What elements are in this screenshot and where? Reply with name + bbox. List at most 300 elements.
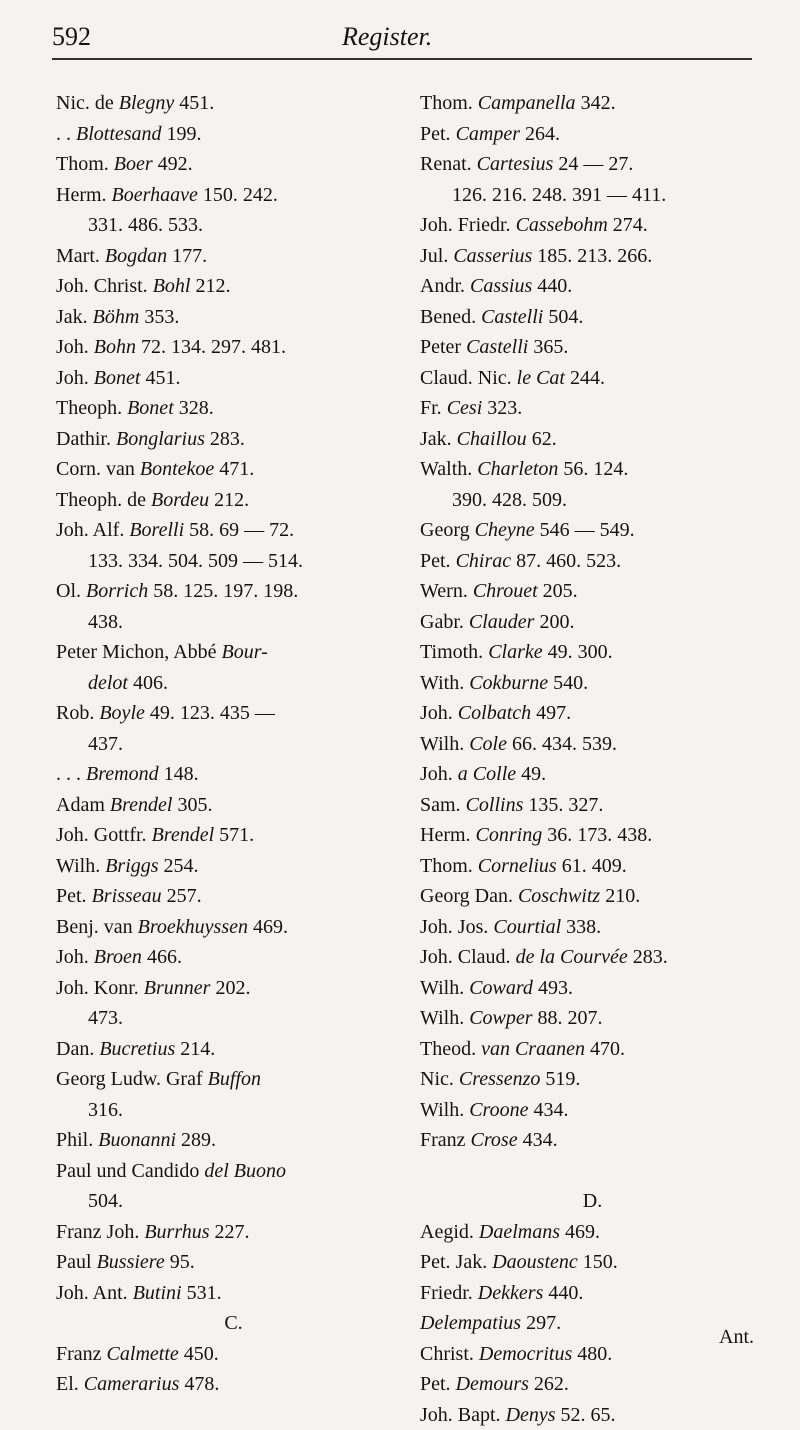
entry-pages: 323. — [482, 397, 522, 419]
entry-pages: 58. 125. 197. 198. — [148, 580, 298, 602]
entry-forename: Herm. — [420, 824, 476, 846]
entry-pages: 135. 327. — [523, 794, 603, 816]
entry-forename: 438. — [88, 611, 123, 633]
entry-pages: 540. — [548, 672, 588, 694]
entry-surname: Brisseau — [92, 885, 162, 907]
entry-forename: Joh. Christ. — [56, 275, 153, 297]
right-column — [420, 88, 765, 1430]
index-entry — [56, 1339, 411, 1370]
entry-surname: Courtial — [493, 916, 561, 938]
entry-pages: 177. — [167, 245, 207, 267]
entry-pages: 305. — [172, 794, 212, 816]
entry-pages: 478. — [179, 1373, 219, 1395]
entry-forename: Andr. — [420, 275, 470, 297]
entry-forename: Paul — [56, 1251, 97, 1273]
index-entry — [56, 1125, 411, 1156]
entry-pages: 531. — [182, 1282, 222, 1304]
index-entry — [56, 332, 411, 363]
entry-forename: Walth. — [420, 458, 477, 480]
index-entry — [56, 210, 411, 241]
entry-surname: Cesi — [447, 397, 483, 419]
entry-pages: 254. — [159, 855, 199, 877]
entry-pages: 492. — [153, 153, 193, 175]
entry-surname: Cheyne — [475, 519, 535, 541]
entry-pages: 434. — [528, 1099, 568, 1121]
page-header — [52, 20, 752, 60]
index-entry — [420, 1369, 765, 1400]
index-entry — [56, 393, 411, 424]
entry-surname: Demours — [456, 1373, 529, 1395]
entry-surname: Dekkers — [478, 1282, 544, 1304]
index-entry — [56, 759, 411, 790]
entry-forename: Adam — [56, 794, 110, 816]
index-entry — [56, 576, 411, 607]
entry-surname: Cokburne — [469, 672, 548, 694]
entry-forename: Pet. — [420, 550, 456, 572]
entry-surname: Borrich — [86, 580, 148, 602]
index-entry — [420, 637, 765, 668]
entry-forename: Theoph. de — [56, 489, 151, 511]
index-entry — [420, 424, 765, 455]
entry-forename: Thom. — [420, 855, 478, 877]
index-entry — [56, 1369, 411, 1400]
entry-forename: Fr. — [420, 397, 447, 419]
index-entry — [56, 1186, 411, 1217]
entry-forename: 133. 334. 504. 509 — 514. — [88, 550, 303, 572]
entry-surname: Borelli — [129, 519, 184, 541]
entry-forename: Joh. — [420, 702, 458, 724]
entry-forename: Pet. Jak. — [420, 1251, 492, 1273]
entry-forename: Claud. Nic. — [420, 367, 517, 389]
entry-forename: With. — [420, 672, 469, 694]
entry-surname: Clarke — [488, 641, 542, 663]
index-entry — [56, 607, 411, 638]
index-entry — [420, 1339, 765, 1370]
entry-surname: Buonanni — [98, 1129, 176, 1151]
index-entry — [420, 820, 765, 851]
entry-pages: 227. — [210, 1221, 250, 1243]
entry-surname: Bonglarius — [116, 428, 205, 450]
entry-pages: 49. 123. 435 — — [145, 702, 275, 724]
entry-pages: 434. — [518, 1129, 558, 1151]
entry-surname: Bordeu — [151, 489, 209, 511]
entry-pages: 185. 213. 266. — [532, 245, 652, 267]
entry-pages: 440. — [532, 275, 572, 297]
entry-surname: a Colle — [458, 763, 516, 785]
entry-pages: 202. — [210, 977, 250, 999]
entry-surname: Charleton — [477, 458, 558, 480]
entry-forename: Nic. — [420, 1068, 459, 1090]
entry-forename: Rob. — [56, 702, 99, 724]
entry-surname: Collins — [466, 794, 524, 816]
entry-surname: Bussiere — [97, 1251, 165, 1273]
entry-pages: 49. — [516, 763, 546, 785]
entry-forename: Joh. — [56, 336, 94, 358]
entry-pages: 451. — [174, 92, 214, 114]
entry-surname: Cowper — [469, 1007, 532, 1029]
entry-pages: 150. — [578, 1251, 618, 1273]
entry-forename: El. — [56, 1373, 84, 1395]
entry-forename: 331. 486. 533. — [88, 214, 203, 236]
entry-pages: 212. — [190, 275, 230, 297]
entry-pages: 519. — [540, 1068, 580, 1090]
entry-surname: Cartesius — [477, 153, 554, 175]
index-entry — [420, 973, 765, 1004]
entry-forename: Franz Joh. — [56, 1221, 144, 1243]
entry-pages: 52. 65. — [556, 1404, 616, 1426]
entry-forename: Joh. Gottfr. — [56, 824, 152, 846]
entry-pages: 56. 124. — [558, 458, 628, 480]
index-entry — [420, 912, 765, 943]
entry-surname: Buffon — [208, 1068, 261, 1090]
entry-forename: Dathir. — [56, 428, 116, 450]
entry-forename: Wilh. — [420, 1099, 469, 1121]
blank-line — [420, 1156, 765, 1187]
index-entry — [420, 180, 765, 211]
entry-pages: 289. — [176, 1129, 216, 1151]
index-entry — [56, 1156, 411, 1187]
index-entry — [420, 1308, 765, 1339]
entry-forename: Sam. — [420, 794, 466, 816]
entry-surname: Colbatch — [458, 702, 531, 724]
entry-pages: 66. 434. 539. — [507, 733, 617, 755]
entry-forename: 390. 428. 509. — [452, 489, 567, 511]
index-entry — [56, 729, 411, 760]
entry-pages: 497. — [531, 702, 571, 724]
index-entry — [420, 210, 765, 241]
entry-forename: Ol. — [56, 580, 86, 602]
entry-pages: 72. 134. 297. 481. — [136, 336, 286, 358]
entry-surname: Bour- — [222, 641, 268, 663]
entry-surname: Casserius — [453, 245, 532, 267]
index-entry — [420, 1247, 765, 1278]
index-entry — [420, 851, 765, 882]
index-entry — [56, 698, 411, 729]
entry-forename: Joh. Jos. — [420, 916, 493, 938]
entry-forename: Jak. — [420, 428, 457, 450]
entry-pages: 571. — [214, 824, 254, 846]
entry-forename: Jul. — [420, 245, 453, 267]
entry-forename: Georg Dan. — [420, 885, 518, 907]
entry-forename: Phil. — [56, 1129, 98, 1151]
entry-surname: Castelli — [481, 306, 543, 328]
index-entry — [420, 363, 765, 394]
entry-forename: Joh. Bapt. — [420, 1404, 506, 1426]
entry-surname: Bontekoe — [140, 458, 214, 480]
index-entry — [56, 180, 411, 211]
entry-surname: Daelmans — [479, 1221, 560, 1243]
entry-forename: Jak. — [56, 306, 93, 328]
entry-surname: Denys — [506, 1404, 556, 1426]
entry-surname: delot — [88, 672, 128, 694]
entry-surname: Cressenzo — [459, 1068, 540, 1090]
index-entry — [420, 790, 765, 821]
entry-surname: Coschwitz — [518, 885, 600, 907]
entry-forename: Herm. — [56, 184, 112, 206]
index-entry — [56, 302, 411, 333]
entry-surname: del Buono — [204, 1160, 286, 1182]
index-entry — [56, 912, 411, 943]
entry-forename: Pet. — [56, 885, 92, 907]
index-entry — [56, 1247, 411, 1278]
entry-surname: Cole — [469, 733, 507, 755]
entry-forename: Georg — [420, 519, 475, 541]
entry-pages: 338. — [561, 916, 601, 938]
index-entry — [420, 759, 765, 790]
entry-pages: 297. — [521, 1312, 561, 1334]
index-entry — [56, 424, 411, 455]
index-entry — [420, 515, 765, 546]
entry-pages: 205. — [538, 580, 578, 602]
entry-forename: Joh. — [56, 367, 94, 389]
entry-forename: Wilh. — [420, 733, 469, 755]
entry-surname: Broekhuyssen — [138, 916, 248, 938]
index-entry — [56, 241, 411, 272]
index-entry — [420, 485, 765, 516]
index-entry — [420, 1064, 765, 1095]
entry-surname: Camper — [456, 123, 520, 145]
entry-forename: Theod. — [420, 1038, 481, 1060]
index-entry — [56, 942, 411, 973]
entry-surname: Boerhaave — [112, 184, 198, 206]
entry-surname: Campanella — [478, 92, 576, 114]
index-entry — [420, 241, 765, 272]
entry-forename: 504. — [88, 1190, 123, 1212]
entry-surname: Democritus — [479, 1343, 572, 1365]
entry-forename: 437. — [88, 733, 123, 755]
entry-surname: Bogdan — [105, 245, 167, 267]
header-rule — [52, 58, 752, 60]
entry-forename: Wern. — [420, 580, 473, 602]
entry-forename: Bened. — [420, 306, 481, 328]
entry-pages: 49. 300. — [543, 641, 613, 663]
entry-forename: Mart. — [56, 245, 105, 267]
entry-forename: Benj. van — [56, 916, 138, 938]
index-entry — [56, 1278, 411, 1309]
entry-surname: Delempatius — [420, 1312, 521, 1334]
index-entry — [56, 881, 411, 912]
entry-surname: Böhm — [93, 306, 140, 328]
page-number: 592 — [52, 22, 91, 52]
index-entry — [420, 698, 765, 729]
index-entry — [420, 149, 765, 180]
index-entry — [56, 1003, 411, 1034]
entry-pages: 88. 207. — [533, 1007, 603, 1029]
index-entry — [420, 1125, 765, 1156]
entry-pages: 365. — [528, 336, 568, 358]
index-entry — [420, 668, 765, 699]
index-entry — [420, 1217, 765, 1248]
entry-surname: Bohl — [153, 275, 191, 297]
entry-pages: 493. — [533, 977, 573, 999]
entry-surname: de la Courvée — [516, 946, 628, 968]
entry-surname: Bonet — [127, 397, 174, 419]
entry-surname: Daoustenc — [492, 1251, 578, 1273]
entry-forename: . . . — [56, 763, 86, 785]
index-entry — [56, 88, 411, 119]
index-entry — [56, 546, 411, 577]
index-entry — [420, 88, 765, 119]
entry-pages: 95. — [165, 1251, 195, 1273]
entry-pages: 87. 460. 523. — [511, 550, 621, 572]
entry-surname: Cornelius — [478, 855, 557, 877]
entry-pages: 451. — [140, 367, 180, 389]
section-heading: D. — [420, 1186, 765, 1217]
entry-forename: Wilh. — [420, 977, 469, 999]
entry-forename: Franz — [420, 1129, 471, 1151]
index-entry — [56, 668, 411, 699]
section-heading: C. — [56, 1308, 411, 1339]
entry-pages: 470. — [585, 1038, 625, 1060]
entry-forename: Christ. — [420, 1343, 479, 1365]
index-entry — [56, 1217, 411, 1248]
index-entry — [420, 393, 765, 424]
entry-forename: Gabr. — [420, 611, 469, 633]
entry-forename: 316. — [88, 1099, 123, 1121]
entry-pages: 61. 409. — [557, 855, 627, 877]
index-entry — [420, 332, 765, 363]
index-entry — [420, 942, 765, 973]
index-entry — [56, 851, 411, 882]
entry-surname: Castelli — [466, 336, 528, 358]
index-entry — [420, 119, 765, 150]
index-entry — [56, 1034, 411, 1065]
entry-forename: Friedr. — [420, 1282, 478, 1304]
left-column — [56, 88, 411, 1400]
entry-forename: Joh. Alf. — [56, 519, 129, 541]
entry-pages: 200. — [534, 611, 574, 633]
entry-surname: Blottesand — [76, 123, 162, 145]
entry-pages: 328. — [174, 397, 214, 419]
entry-forename: Pet. — [420, 1373, 456, 1395]
index-entry — [420, 1003, 765, 1034]
entry-surname: Coward — [469, 977, 533, 999]
index-entry — [420, 1400, 765, 1430]
index-entry — [420, 607, 765, 638]
index-entry — [56, 820, 411, 851]
index-entry — [420, 881, 765, 912]
entry-forename: Joh. Ant. — [56, 1282, 133, 1304]
entry-surname: Boyle — [99, 702, 145, 724]
entry-forename: Joh. Claud. — [420, 946, 516, 968]
index-entry — [420, 454, 765, 485]
entry-pages: 342. — [576, 92, 616, 114]
entry-surname: Camerarius — [84, 1373, 180, 1395]
entry-pages: 469. — [560, 1221, 600, 1243]
entry-pages: 24 — 27. — [553, 153, 633, 175]
entry-forename: Corn. van — [56, 458, 140, 480]
entry-surname: Bohn — [94, 336, 136, 358]
entry-pages: 244. — [565, 367, 605, 389]
entry-pages: 504. — [543, 306, 583, 328]
entry-pages: 212. — [209, 489, 249, 511]
index-entry — [56, 515, 411, 546]
entry-forename: Joh. Friedr. — [420, 214, 516, 236]
entry-surname: Boer — [114, 153, 153, 175]
entry-pages: 36. 173. 438. — [542, 824, 652, 846]
entry-forename: Dan. — [56, 1038, 99, 1060]
entry-forename: Georg Ludw. Graf — [56, 1068, 208, 1090]
entry-surname: Clauder — [469, 611, 535, 633]
entry-surname: Cassius — [470, 275, 532, 297]
index-entry — [420, 1278, 765, 1309]
entry-forename: Peter — [420, 336, 466, 358]
index-entry — [420, 729, 765, 760]
entry-pages: 469. — [248, 916, 288, 938]
index-entry — [56, 973, 411, 1004]
entry-surname: Cassebohm — [516, 214, 608, 236]
entry-surname: Butini — [133, 1282, 182, 1304]
entry-forename: . . — [56, 123, 76, 145]
index-entry — [56, 1064, 411, 1095]
entry-forename: 473. — [88, 1007, 123, 1029]
entry-surname: Bremond — [86, 763, 159, 785]
entry-forename: Franz — [56, 1343, 107, 1365]
entry-pages: 440. — [543, 1282, 583, 1304]
entry-forename: Joh. — [56, 946, 94, 968]
entry-pages: 257. — [162, 885, 202, 907]
entry-pages: 150. 242. — [198, 184, 278, 206]
entry-pages: 283. — [205, 428, 245, 450]
index-entry — [56, 790, 411, 821]
entry-pages: 264. — [520, 123, 560, 145]
entry-forename: Thom. — [56, 153, 114, 175]
entry-surname: Burrhus — [144, 1221, 209, 1243]
entry-pages: 471. — [214, 458, 254, 480]
entry-surname: Crose — [471, 1129, 518, 1151]
entry-forename: Renat. — [420, 153, 477, 175]
entry-forename: Thom. — [420, 92, 478, 114]
entry-pages: 58. 69 — 72. — [184, 519, 294, 541]
index-entry — [420, 576, 765, 607]
entry-surname: Briggs — [105, 855, 158, 877]
index-entry — [420, 1095, 765, 1126]
entry-surname: Croone — [469, 1099, 528, 1121]
index-entry — [56, 637, 411, 668]
index-entry — [56, 271, 411, 302]
entry-surname: Chrouet — [473, 580, 538, 602]
entry-surname: Bucretius — [99, 1038, 175, 1060]
entry-pages: 210. — [600, 885, 640, 907]
entry-pages: 274. — [608, 214, 648, 236]
entry-pages: 214. — [175, 1038, 215, 1060]
entry-pages: 546 — 549. — [535, 519, 635, 541]
entry-surname: Brendel — [152, 824, 215, 846]
entry-pages: 62. — [527, 428, 557, 450]
entry-pages: 199. — [162, 123, 202, 145]
entry-forename: Theoph. — [56, 397, 127, 419]
entry-pages: 480. — [572, 1343, 612, 1365]
entry-pages: 450. — [179, 1343, 219, 1365]
entry-surname: Brendel — [110, 794, 173, 816]
entry-forename: Joh. — [420, 763, 458, 785]
entry-pages: 353. — [139, 306, 179, 328]
entry-forename: Aegid. — [420, 1221, 479, 1243]
index-entry — [420, 546, 765, 577]
entry-pages: 262. — [529, 1373, 569, 1395]
index-entry — [420, 302, 765, 333]
entry-pages: 406. — [128, 672, 168, 694]
entry-surname: Blegny — [119, 92, 175, 114]
index-entry — [56, 485, 411, 516]
entry-pages: 283. — [628, 946, 668, 968]
entry-surname: le Cat — [517, 367, 565, 389]
catchword: Ant. — [719, 1326, 754, 1349]
entry-forename: 126. 216. 248. 391 — 411. — [452, 184, 666, 206]
index-entry — [56, 1095, 411, 1126]
index-entry — [56, 363, 411, 394]
entry-forename: Paul und Candido — [56, 1160, 204, 1182]
